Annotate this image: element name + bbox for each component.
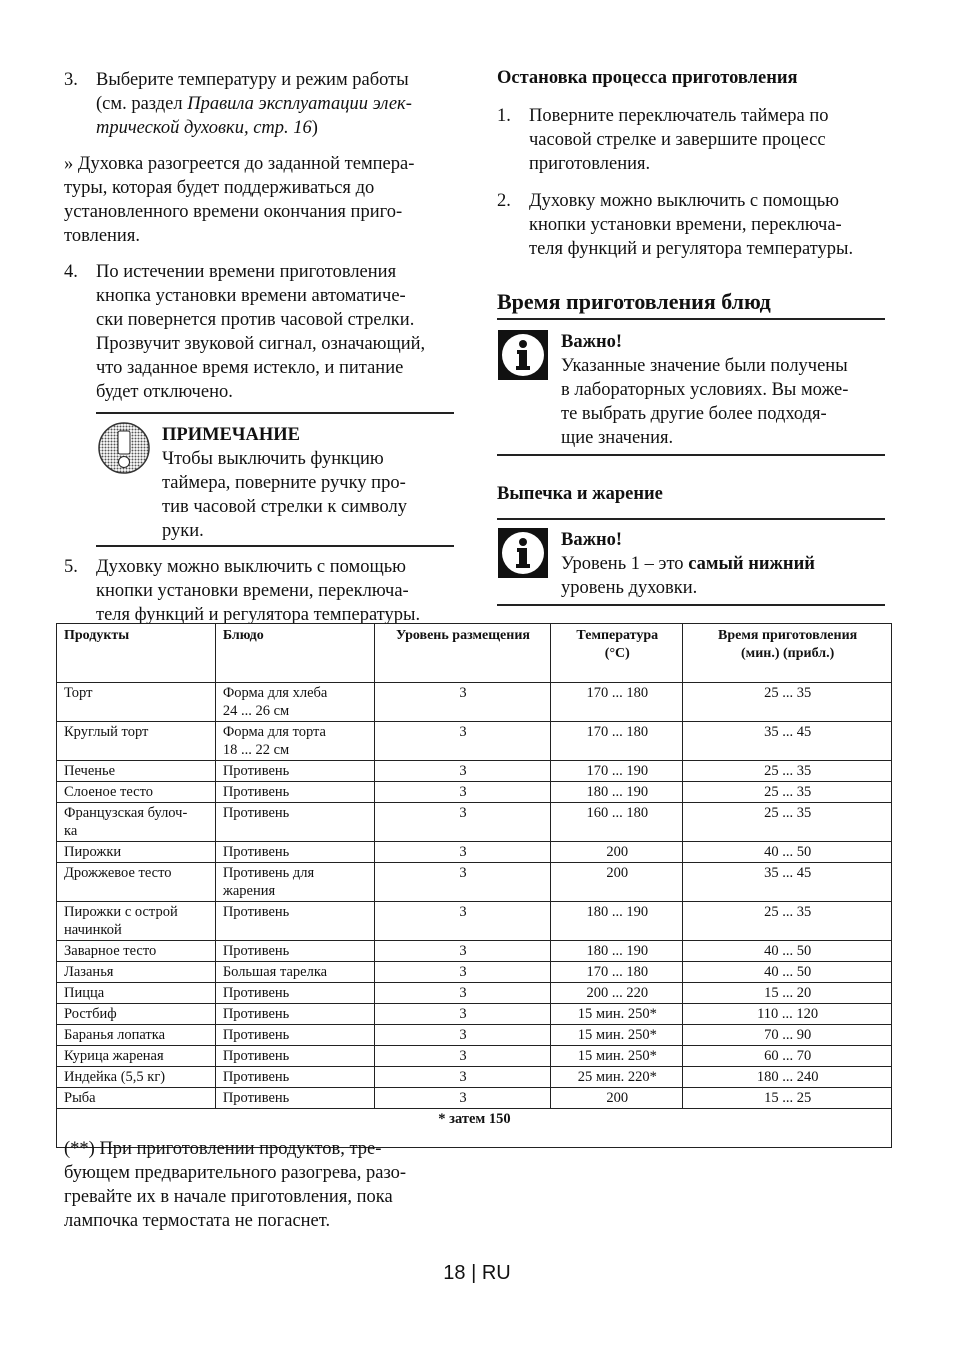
- table-row: [57, 1088, 892, 1109]
- important-title: Важно!: [561, 530, 623, 550]
- table-row: [57, 842, 892, 863]
- cell-product: Лазанья: [57, 962, 216, 983]
- cell-level: 3: [374, 902, 551, 941]
- cell-product: Ростбиф: [57, 1004, 216, 1025]
- step-4: 4. По истечении времени приготовления кнопка установки времени автоматиче- ски повернется против часовой стрелки. Прозвучит звуковой сигнал, означающий, что заданное время истекло, и питание будет отключено.: [64, 262, 426, 402]
- cell-level: 3: [374, 722, 551, 761]
- cell-dish: Противень для жарения: [215, 863, 374, 902]
- cell-dish: Противень: [215, 983, 374, 1004]
- note-block: ПРИМЕЧАНИЕ Чтобы выключить функцию таймера, поверните ручку про- тив часовой стрелки к символу руки.: [162, 423, 462, 543]
- cooking-table: [56, 623, 892, 1148]
- cell-time: 15 ... 20: [683, 983, 892, 1004]
- cell-temperature: 180 ... 190: [551, 941, 683, 962]
- cell-dish: Противень: [215, 1004, 374, 1025]
- important-block-1: Важно! Указанные значение были получены в лабораторных условиях. Вы може- те выбрать другие более подходя- щие значения.: [561, 330, 891, 450]
- cell-product: Пирожки: [57, 842, 216, 863]
- cell-product: Круглый торт: [57, 722, 216, 761]
- bottom-note: (**) При приготовлении продуктов, тре- бующем предварительного разогрева, разо- гревайте их в начале приготовления, пока лампочка термостата не погаснет.: [64, 1139, 407, 1231]
- cell-level: 3: [374, 863, 551, 902]
- table-row: [57, 1004, 892, 1025]
- header-level: Уровень размещения: [374, 624, 551, 683]
- cell-time: 25 ... 35: [683, 803, 892, 842]
- table-footnote: * затем 150: [57, 1109, 892, 1148]
- stop-heading: Остановка процесса приготовления: [497, 68, 798, 88]
- table-row: [57, 803, 892, 842]
- table-row: [57, 962, 892, 983]
- important-title: Важно!: [561, 332, 623, 352]
- cell-dish: Противень: [215, 1025, 374, 1046]
- header-temperature: Температура (°C): [551, 624, 683, 683]
- cell-temperature: 170 ... 180: [551, 962, 683, 983]
- section-title: Время приготовления блюд: [497, 289, 771, 314]
- stop-step-1: 1. Поверните переключатель таймера по часовой стрелке и завершите процесс приготовления.: [497, 106, 829, 174]
- step-number: 3.: [64, 70, 78, 90]
- table-row: [57, 722, 892, 761]
- step-number: 5.: [64, 557, 78, 577]
- cell-dish: Противень: [215, 1067, 374, 1088]
- cell-product: Баранья лопатка: [57, 1025, 216, 1046]
- header-dish: Блюдо: [215, 624, 374, 683]
- table-row: [57, 683, 892, 722]
- cell-temperature: 25 мин. 220*: [551, 1067, 683, 1088]
- table-row: [57, 902, 892, 941]
- step-number: 4.: [64, 262, 78, 282]
- table-row: [57, 1025, 892, 1046]
- cell-dish: Противень: [215, 941, 374, 962]
- cell-level: 3: [374, 683, 551, 722]
- cell-level: 3: [374, 983, 551, 1004]
- cell-time: 110 ... 120: [683, 1004, 892, 1025]
- step-number: 2.: [497, 191, 511, 211]
- cell-product: Французская булоч- ка: [57, 803, 216, 842]
- table-row: [57, 1067, 892, 1088]
- cell-product: Торт: [57, 683, 216, 722]
- table-header-row: [57, 624, 892, 683]
- cell-dish: Противень: [215, 782, 374, 803]
- cell-product: Слоеное тесто: [57, 782, 216, 803]
- cell-time: 35 ... 45: [683, 863, 892, 902]
- cell-temperature: 15 мин. 250*: [551, 1025, 683, 1046]
- step-3: [64, 68, 474, 140]
- divider: [497, 518, 885, 520]
- cell-product: Печенье: [57, 761, 216, 782]
- table-row: [57, 983, 892, 1004]
- step-3-line: Выберите температуру и режим работы: [96, 70, 409, 90]
- cell-dish: Форма для хлеба 24 ... 26 см: [215, 683, 374, 722]
- cell-level: 3: [374, 1067, 551, 1088]
- cell-temperature: 15 мин. 250*: [551, 1046, 683, 1067]
- cell-product: Дрожжевое тесто: [57, 863, 216, 902]
- cell-level: 3: [374, 1004, 551, 1025]
- cell-dish: Противень: [215, 761, 374, 782]
- cell-time: 40 ... 50: [683, 941, 892, 962]
- cell-time: 35 ... 45: [683, 722, 892, 761]
- header-time: Время приготовления (мин.) (прибл.): [683, 624, 892, 683]
- step-5: 5. Духовку можно выключить с помощью кнопки установки времени, переключа- теля функций и регулятора температуры.: [64, 557, 421, 625]
- table-row: [57, 863, 892, 902]
- info-icon: [498, 330, 548, 380]
- cell-temperature: 180 ... 190: [551, 902, 683, 941]
- cell-dish: Форма для торта 18 ... 22 см: [215, 722, 374, 761]
- cell-temperature: 160 ... 180: [551, 803, 683, 842]
- cell-level: 3: [374, 842, 551, 863]
- cell-temperature: 200: [551, 863, 683, 902]
- step-3-line: (см. раздел Правила эксплуатации элек-: [96, 94, 412, 114]
- note-title: ПРИМЕЧАНИЕ: [162, 425, 300, 445]
- step-number: 1.: [497, 106, 511, 126]
- cell-dish: Большая тарелка: [215, 962, 374, 983]
- cell-dish: Противень: [215, 842, 374, 863]
- step-3-result: » Духовка разогреется до заданной темпера- туры, которая будет поддерживаться до установленного времени окончания приго- товления.: [64, 154, 415, 246]
- cell-dish: Противень: [215, 803, 374, 842]
- cell-level: 3: [374, 962, 551, 983]
- cell-level: 3: [374, 761, 551, 782]
- divider: [497, 604, 885, 606]
- table-row: [57, 782, 892, 803]
- cell-temperature: 180 ... 190: [551, 782, 683, 803]
- cell-temperature: 200 ... 220: [551, 983, 683, 1004]
- cell-time: 25 ... 35: [683, 782, 892, 803]
- cell-product: Пицца: [57, 983, 216, 1004]
- cell-level: 3: [374, 1088, 551, 1109]
- cell-time: 25 ... 35: [683, 683, 892, 722]
- cell-temperature: 15 мин. 250*: [551, 1004, 683, 1025]
- cell-dish: Противень: [215, 902, 374, 941]
- header-products: Продукты: [57, 624, 216, 683]
- cell-product: Индейка (5,5 кг): [57, 1067, 216, 1088]
- cell-temperature: 200: [551, 842, 683, 863]
- cell-time: 180 ... 240: [683, 1067, 892, 1088]
- cell-temperature: 170 ... 190: [551, 761, 683, 782]
- cell-time: 70 ... 90: [683, 1025, 892, 1046]
- cell-time: 15 ... 25: [683, 1088, 892, 1109]
- cell-time: 60 ... 70: [683, 1046, 892, 1067]
- cell-temperature: 170 ... 180: [551, 722, 683, 761]
- cell-temperature: 200: [551, 1088, 683, 1109]
- cell-level: 3: [374, 1046, 551, 1067]
- cell-product: Заварное тесто: [57, 941, 216, 962]
- divider: [96, 412, 454, 414]
- step-3-line: трической духовки, стр. 16): [96, 118, 318, 138]
- cell-time: 40 ... 50: [683, 842, 892, 863]
- cell-level: 3: [374, 782, 551, 803]
- cell-time: 25 ... 35: [683, 761, 892, 782]
- stop-step-2: 2. Духовку можно выключить с помощью кнопки установки времени, переключа- теля функций и регулятора температуры.: [497, 191, 854, 259]
- cell-product: Пирожки с острой начинкой: [57, 902, 216, 941]
- page-number: 18 | RU: [443, 1262, 511, 1284]
- important-block-2: Важно! Уровень 1 – это самый нижний уровень духовки.: [561, 528, 891, 600]
- cell-level: 3: [374, 941, 551, 962]
- divider: [497, 454, 885, 456]
- cell-time: 25 ... 35: [683, 902, 892, 941]
- divider: [96, 545, 454, 547]
- cell-level: 3: [374, 803, 551, 842]
- cell-dish: Противень: [215, 1046, 374, 1067]
- divider: [497, 318, 885, 320]
- table-row: [57, 761, 892, 782]
- info-icon: [498, 528, 548, 578]
- subsection-title: Выпечка и жарение: [497, 484, 663, 504]
- cell-product: Курица жареная: [57, 1046, 216, 1067]
- cell-product: Рыба: [57, 1088, 216, 1109]
- cell-time: 40 ... 50: [683, 962, 892, 983]
- table-row: [57, 941, 892, 962]
- warning-icon: [98, 422, 150, 474]
- table-row: [57, 1046, 892, 1067]
- cell-dish: Противень: [215, 1088, 374, 1109]
- cell-level: 3: [374, 1025, 551, 1046]
- cell-temperature: 170 ... 180: [551, 683, 683, 722]
